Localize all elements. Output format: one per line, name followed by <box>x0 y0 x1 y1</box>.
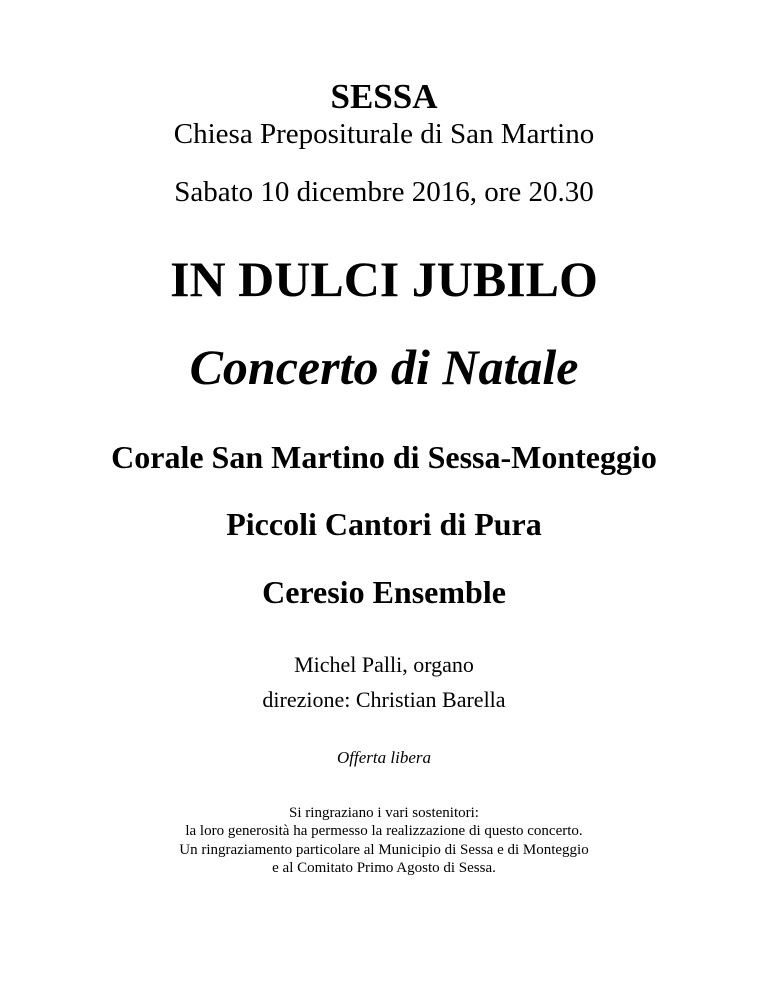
performer-choir: Corale San Martino di Sessa-Monteggio <box>111 439 657 475</box>
thanks-line: Un ringraziamento particolare al Municipio di Sessa e di Monteggio <box>179 842 589 858</box>
thanks-line: e al Comitato Primo Agosto di Sessa. <box>272 860 496 876</box>
thanks-line: la loro generosità ha permesso la realizzazione di questo concerto. <box>185 823 583 839</box>
director-credit: direzione: Christian Barella <box>262 687 506 712</box>
venue-name: Chiesa Prepositurale di San Martino <box>173 118 595 150</box>
performer-children-choir: Piccoli Cantori di Pura <box>226 506 542 542</box>
performer-ensemble: Ceresio Ensemble <box>262 574 506 610</box>
thanks-line: Si ringraziano i vari sostenitori: <box>289 805 479 821</box>
concert-subtitle: Concerto di Natale <box>189 339 579 395</box>
event-date-time: Sabato 10 dicembre 2016, ore 20.30 <box>174 176 594 208</box>
town-heading: SESSA <box>330 77 438 116</box>
organist-credit: Michel Palli, organo <box>294 652 474 677</box>
admission-note: Offerta libera <box>337 748 431 767</box>
concert-title: IN DULCI JUBILO <box>170 251 598 307</box>
